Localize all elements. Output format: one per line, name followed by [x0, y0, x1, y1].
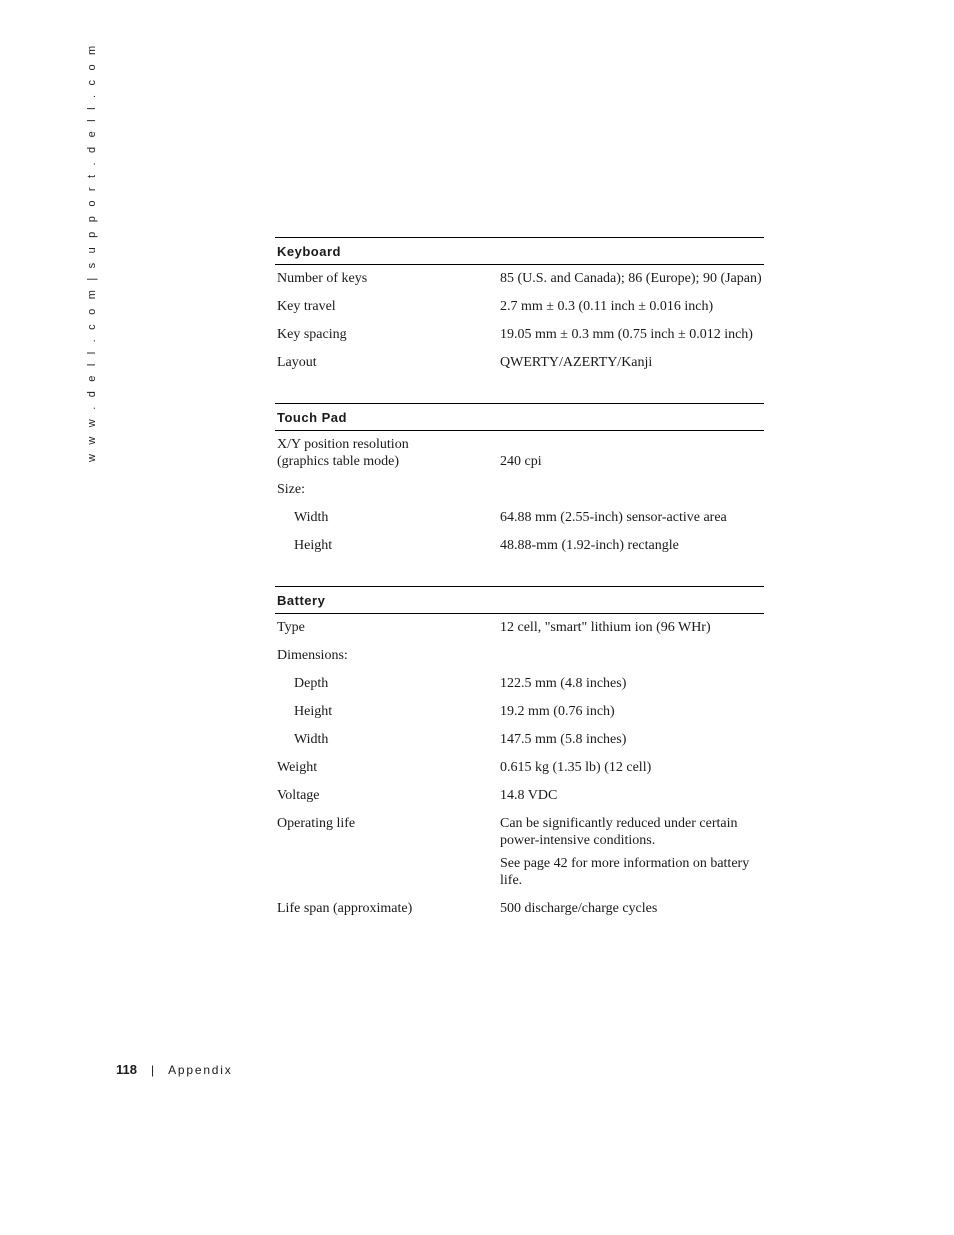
side-url: w w w . d e l l . c o m | s u p p o r t . d e l l . c o m [86, 42, 98, 462]
spec-value-text: 0.615 kg (1.35 lb) (12 cell) [500, 760, 652, 775]
spec-table [275, 237, 764, 949]
spec-row [275, 647, 764, 675]
spec-value-text: QWERTY/AZERTY/Kanji [500, 355, 653, 370]
spec-value [500, 509, 764, 526]
spec-value [500, 619, 764, 636]
page-footer [116, 1062, 233, 1077]
section-header: Touch Pad [275, 403, 764, 431]
spec-value [500, 354, 764, 371]
spec-value-text: 14.8 VDC [500, 788, 558, 803]
spec-value [500, 815, 764, 889]
spec-value-text: 64.88 mm (2.55-inch) sensor-active area [500, 510, 727, 525]
section-header: Keyboard [275, 237, 764, 265]
section-header: Battery [275, 586, 764, 614]
spec-value-text: 19.2 mm (0.76 inch) [500, 704, 615, 719]
spec-value [500, 270, 764, 287]
spec-row [275, 326, 764, 354]
spec-label: X/Y position resolution (graphics table mode) [277, 437, 409, 469]
spec-value [500, 759, 764, 776]
spec-value [500, 647, 764, 664]
spec-label: Width [294, 510, 329, 525]
spec-row [275, 298, 764, 326]
spec-value-text: 12 cell, "smart" lithium ion (96 WHr) [500, 620, 711, 635]
spec-value [500, 436, 764, 470]
spec-row [275, 436, 764, 481]
spec-label: Layout [277, 355, 317, 370]
spec-section [275, 403, 764, 565]
spec-value [500, 326, 764, 343]
spec-label: Life span (approximate) [277, 901, 413, 916]
spec-value [500, 298, 764, 315]
spec-row [275, 619, 764, 647]
spec-row [275, 731, 764, 759]
spec-row [275, 703, 764, 731]
spec-label: Number of keys [277, 271, 368, 286]
spec-value-text: Can be significantly reduced under certain power-intensive conditions. [500, 816, 738, 848]
spec-value [500, 537, 764, 554]
spec-value [500, 703, 764, 720]
spec-row [275, 537, 764, 565]
spec-row [275, 675, 764, 703]
spec-value [500, 675, 764, 692]
spec-label: Height [294, 538, 333, 553]
spec-row [275, 270, 764, 298]
spec-value-text: 122.5 mm (4.8 inches) [500, 676, 627, 691]
spec-value-text: 85 (U.S. and Canada); 86 (Europe); 90 (Japan) [500, 271, 762, 286]
spec-row [275, 900, 764, 928]
spec-value-text: 48.88-mm (1.92-inch) rectangle [500, 538, 679, 553]
spec-row [275, 509, 764, 537]
spec-label: Key travel [277, 299, 336, 314]
spec-label: Key spacing [277, 327, 347, 342]
spec-value [500, 481, 764, 498]
spec-label: Width [294, 732, 329, 747]
footer-separator: | [150, 1062, 155, 1077]
spec-value-text: 19.05 mm ± 0.3 mm (0.75 inch ± 0.012 inch) [500, 327, 753, 342]
spec-label: Operating life [277, 816, 356, 831]
spec-value-text: 147.5 mm (5.8 inches) [500, 732, 627, 747]
spec-value [500, 731, 764, 748]
spec-label: Height [294, 704, 333, 719]
page-number: 118 [116, 1062, 137, 1077]
chapter-title: Appendix [168, 1062, 233, 1077]
spec-value [500, 787, 764, 804]
spec-section [275, 237, 764, 382]
spec-value [500, 900, 764, 917]
spec-label: Size: [277, 482, 305, 497]
spec-label: Type [277, 620, 305, 635]
spec-row [275, 787, 764, 815]
spec-row [275, 481, 764, 509]
spec-value-text: 240 cpi [500, 454, 542, 469]
spec-label: Weight [277, 760, 318, 775]
spec-label: Depth [294, 676, 329, 691]
spec-row [275, 759, 764, 787]
spec-row [275, 815, 764, 900]
spec-section [275, 586, 764, 928]
spec-value-text: 500 discharge/charge cycles [500, 901, 658, 916]
spec-label: Dimensions: [277, 648, 348, 663]
spec-label: Voltage [277, 788, 320, 803]
spec-row [275, 354, 764, 382]
spec-value-text: See page 42 for more information on battery life. [500, 856, 750, 888]
spec-value-text: 2.7 mm ± 0.3 (0.11 inch ± 0.016 inch) [500, 299, 714, 314]
